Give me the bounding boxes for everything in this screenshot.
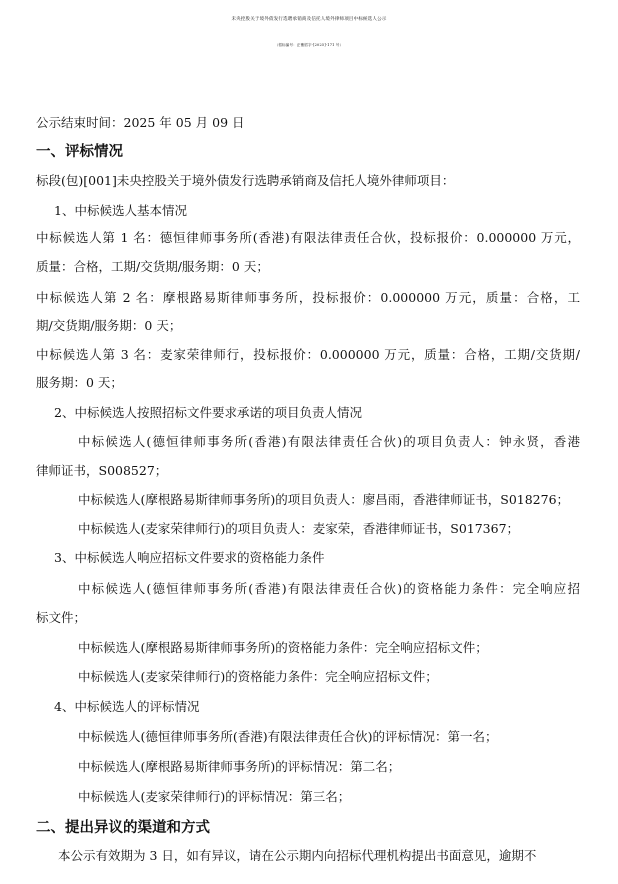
subheading-basic-info: 1、中标候选人基本情况 bbox=[54, 203, 187, 218]
candidate-1-line-1: 中标候选人第 1 名：德恒律师事务所(香港)有限法律责任合伙，投标报价：0.000000 万元， bbox=[36, 230, 580, 245]
leader-2: 中标候选人(摩根路易斯律师事务所)的项目负责人：廖昌雨，香港律师证书，S018276； bbox=[78, 492, 570, 507]
objection-text: 本公示有效期为 3 日，如有异议，请在公示期内向招标代理机构提出书面意见，逾期不 bbox=[58, 848, 537, 863]
qualification-1-line-2: 标文件； bbox=[36, 610, 87, 625]
announcement-end-time: 公示结束时间：2025 年 05 月 09 日 bbox=[36, 115, 245, 130]
lot-intro: 标段(包)[001]未央控股关于境外债发行选聘承销商及信托人境外律师项目： bbox=[36, 173, 455, 188]
evaluation-result-2: 中标候选人(摩根路易斯律师事务所)的评标情况：第二名； bbox=[78, 759, 401, 774]
leader-3: 中标候选人(麦家荣律师行)的项目负责人：麦家荣，香港律师证书，S017367； bbox=[78, 521, 520, 536]
candidate-2-line-1: 中标候选人第 2 名：摩根路易斯律师事务所，投标报价：0.000000 万元，质量：合格，工 bbox=[36, 290, 580, 305]
document-title: 未央控股关于境外债发行选聘承销商及信托人境外律师项目中标候选人公示 bbox=[231, 17, 387, 22]
qualification-1-line-1: 中标候选人(德恒律师事务所(香港)有限法律责任合伙)的资格能力条件：完全响应招 bbox=[78, 581, 580, 596]
evaluation-result-3: 中标候选人(麦家荣律师行)的评标情况：第三名； bbox=[78, 789, 351, 804]
candidate-1-line-2: 质量：合格，工期/交货期/服务期：0 天； bbox=[36, 259, 269, 274]
section-heading-evaluation: 一、评标情况 bbox=[36, 144, 123, 160]
tender-number: （招标编号：正衡招字-[2025]-171 号） bbox=[274, 43, 344, 47]
qualification-2: 中标候选人(摩根路易斯律师事务所)的资格能力条件：完全响应招标文件； bbox=[78, 640, 488, 655]
candidate-3-line-2: 服务期：0 天； bbox=[36, 375, 123, 390]
subheading-project-leader: 2、中标候选人按照招标文件要求承诺的项目负责人情况 bbox=[54, 405, 362, 420]
leader-1-line-1: 中标候选人(德恒律师事务所(香港)有限法律责任合伙)的项目负责人：钟永贤，香港 bbox=[78, 434, 580, 449]
evaluation-result-1: 中标候选人(德恒律师事务所(香港)有限法律责任合伙)的评标情况：第一名； bbox=[78, 729, 498, 744]
subheading-qualification: 3、中标候选人响应招标文件要求的资格能力条件 bbox=[54, 550, 325, 565]
candidate-2-line-2: 期/交货期/服务期：0 天； bbox=[36, 318, 182, 333]
qualification-3: 中标候选人(麦家荣律师行)的资格能力条件：完全响应招标文件； bbox=[78, 669, 438, 684]
leader-1-line-2: 律师证书，S008527； bbox=[36, 463, 168, 478]
subheading-evaluation-result: 4、中标候选人的评标情况 bbox=[54, 699, 200, 714]
section-heading-objection: 二、提出异议的渠道和方式 bbox=[36, 820, 210, 836]
candidate-3-line-1: 中标候选人第 3 名：麦家荣律师行，投标报价：0.000000 万元，质量：合格，工期/交货期/ bbox=[36, 347, 580, 362]
